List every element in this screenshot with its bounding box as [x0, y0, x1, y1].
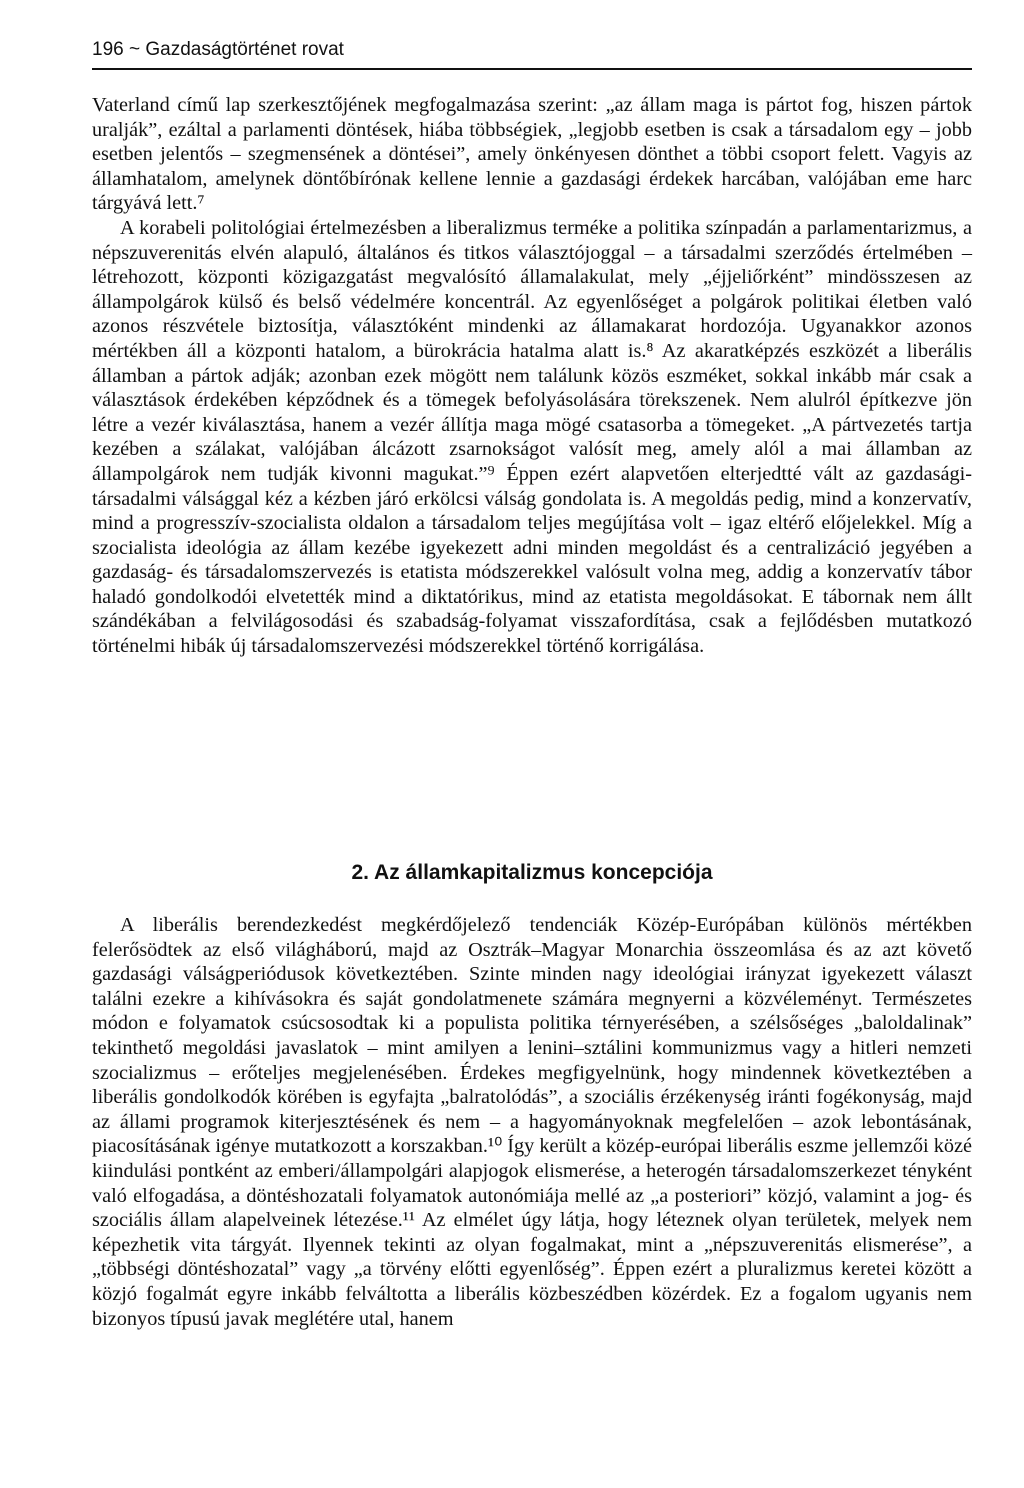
running-header: [92, 38, 972, 62]
header-rule: [92, 68, 972, 70]
section-heading: 2. Az államkapitalizmus koncepciója: [351, 861, 713, 884]
section-2-text: [92, 913, 972, 1331]
paragraph: A korabeli politológiai értelmezésben a liberalizmus terméke a politika színpadán a parlamentarizmus, a népszuverenitás elvén alapuló, általános és titkos választójoggal – a társadalmi szerződés értelmében – létrehozott, központi közigazgatást megvalósító államalakulat, mely „éjjeliőrként” mindösszesen az állampolgárok külső és belső védelmére koncentrál. Az egyenlőséget a polgárok politikai életben való azonos részvétele biztosítja, választóként mindenki az államakarat hordozója. Ugyanakkor azonos mértékben áll a központi hatalom, a bürokrácia hatalma alatt is.⁸ Az akaratképzés eszközét a liberális államban a pártok adják; azonban ezek mögött nem találunk közös eszméket, sokkal inkább már csak a választások érdekében képződnek és a tömegek befolyásolására törekszenek. Nem alulról építkezve jön létre a vezér kiválasztása, hanem a vezér állítja maga mögé csatasorba a tömegeket. „A pártvezetés tartja kezében a szálakat, valójában álcázott zsarnokságot valósít meg, amely alól a mai államban az állampolgárok nem tudják kivonni magukat.”⁹ Éppen ezért alapvetően elterjedtté vált az gazdasági-társadalmi válsággal kéz a kézben járó erkölcsi válság gondolata is. A megoldás pedig, mind a konzervatív, mind a progresszív-szocialista oldalon a társadalom teljes megújítása volt – igaz eltérő előjelekkel. Míg a szocialista ideológia az állam kezébe igyekezett adni minden megoldást és a centralizáció jegyében a gazdaság- és társadalomszervezés is etatista módszerekkel valósult volna meg, addig a konzervatív tábor haladó gondolkodói elvetették mind a diktatórikus, mind az etatista megoldásokat. E tábornak nem állt szándékában a felvilágosodási és szabadság-folyamat visszafordítása, csak a fejlődésben mutatkozó történelmi hibák új társadalomszervezési módszerekkel történő korrigálása.: [92, 216, 972, 658]
page-number: 196: [92, 39, 124, 60]
paragraph: A liberális berendezkedést megkérdőjelező tendenciák Közép-Európában különös mértékben felerősödtek az első világháború, majd az Osztrák–Magyar Monarchia összeomlása és az azt követő gazdasági válságperiódusok következtében. Szinte minden nagy ideológiai irányzat igyekezett választ találni ezekre a kihívásokra és saját gondolatmenete számára megnyerni a közvéleményt. Természetes módon e folyamatok csúcsosodtak ki a populista politika térnyerésében, a szélsőséges „baloldalinak” tekinthető megoldási javaslatok – mint amilyen a lenini–sztálini kommunizmus vagy a hitleri nemzeti szocializmus – erőteljes megjelenésében. Érdekes megfigyelnünk, hogy mindennek következtében a liberális gondolkodók körében is egyfajta „balratolódás”, a szociális érzékenység iránti fogékonyság, majd az állami programok kiterjesztésének és nem – a hagyományoknak megfelelően – azok lebontásának, piacosításának igénye mutatkozott a korszakban.¹⁰ Így került a közép-európai liberális eszme jellemzői közé kiindulási pontként az emberi/állampolgári alapjogok elismerése, a heterogén társadalomszerkezet tényként való elfogadása, a döntéshozatali folyamatok autonómiája mellé az „a posteriori” közjó, valamint a jog- és szociális állam alapelveinek létezése.¹¹ Az elmélet úgy látja, hogy léteznek olyan területek, melyek nem képezhetik vita tárgyát. Ilyennek tekinti az olyan fogalmakat, mint a „népszuverenitás elismerése”, a „többségi döntéshozatal” vagy „a törvény előtti egyenlőség”. Éppen ezért a pluralizmus keretei között a közjó fogalmát egyre inkább felváltotta a liberális közbeszédben közérdek. Ez a fogalom ugyanis nem bizonyos típusú javak meglétére utal, hanem: [92, 914, 972, 1330]
header-separator: ~: [128, 39, 141, 60]
section-1-text: [92, 93, 972, 659]
section-title: Gazdaságtörténet rovat: [145, 39, 344, 60]
paragraph: Vaterland című lap szerkesztőjének megfogalmazása szerint: „az állam maga is pártot fog, hiszen pártok uralják”, ezáltal a parlamenti döntések, hiába többségiek, „legjobb esetben is csak a társadalom egy – jobb esetben jelentős – szegmensének a döntései”, amely önkényesen dönthet a többi csoport felett. Vagyis az államhatalom, amelynek döntőbírónak kellene lennie a gazdasági érdekek harcában, valójában eme harc tárgyává lett.⁷: [92, 94, 972, 215]
